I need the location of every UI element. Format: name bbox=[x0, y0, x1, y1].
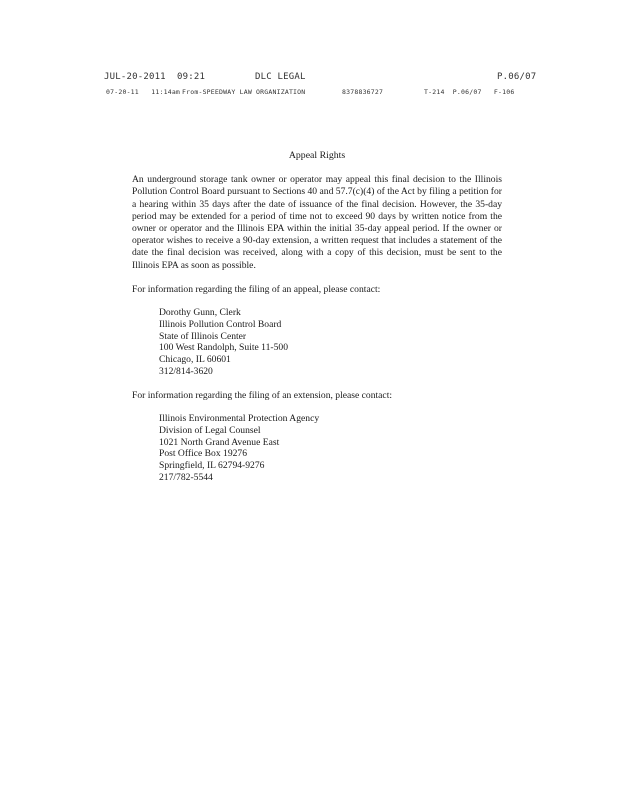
extension-contact-intro: For information regarding the filing of an extension, please contact: bbox=[132, 389, 393, 401]
address-line: Post Office Box 19276 bbox=[159, 448, 248, 460]
fax-date-time: JUL-20-2011 09:21 bbox=[104, 72, 206, 82]
appeal-rights-paragraph: An underground storage tank owner or operator may appeal this final decision to the Illinois Pollution Control Board pursuant to Sections 40 and 57.7(c)(4) of the Act by filing a petition for a hearing within 35 days after the date of issuance of the final decision. However, the 35-day period may be extended for a period of time not to exceed 90 days by written notice from the owner or operator and the Illinois EPA within the initial 35-day appeal period. If the owner or operator wishes to receive a 90-day extension, a written request that includes a statement of the date the final decision was received, along with a copy of this decision, must be sent to the Illinois EPA as soon as possible. bbox=[132, 174, 502, 271]
extension-contact-address bbox=[159, 413, 502, 484]
address-line: Chicago, IL 60601 bbox=[159, 354, 231, 366]
fax-date-time-2: 07-20-11 11:14am bbox=[106, 88, 181, 96]
fax-page-number: P.06/07 bbox=[497, 72, 537, 82]
fax-from: From-SPEEDWAY LAW ORGANIZATION bbox=[182, 88, 306, 96]
address-line: 312/814-3620 bbox=[159, 366, 213, 378]
address-line: Springfield, IL 62794-9276 bbox=[159, 460, 265, 472]
address-line: Illinois Environmental Protection Agency bbox=[159, 413, 320, 425]
appeal-contact-address bbox=[159, 307, 502, 378]
address-line: Illinois Pollution Control Board bbox=[159, 318, 282, 330]
page-title: Appeal Rights bbox=[288, 150, 346, 161]
fax-header-line-1 bbox=[0, 72, 618, 84]
address-line: 217/782-5544 bbox=[159, 472, 213, 483]
fax-sender: DLC LEGAL bbox=[255, 72, 306, 82]
address-line: Division of Legal Counsel bbox=[159, 424, 261, 436]
document-body bbox=[132, 150, 502, 484]
fax-transmission-info: T-214 P.06/07 F-106 bbox=[424, 88, 515, 96]
fax-number: 8378836727 bbox=[342, 88, 384, 96]
address-line: Dorothy Gunn, Clerk bbox=[159, 307, 241, 319]
address-line: State of Illinois Center bbox=[159, 330, 247, 342]
address-line: 100 West Randolph, Suite 11-500 bbox=[159, 342, 289, 354]
fax-header-line-2 bbox=[0, 88, 618, 100]
address-line: 1021 North Grand Avenue East bbox=[159, 436, 280, 448]
appeal-contact-intro: For information regarding the filing of an appeal, please contact: bbox=[132, 283, 381, 295]
